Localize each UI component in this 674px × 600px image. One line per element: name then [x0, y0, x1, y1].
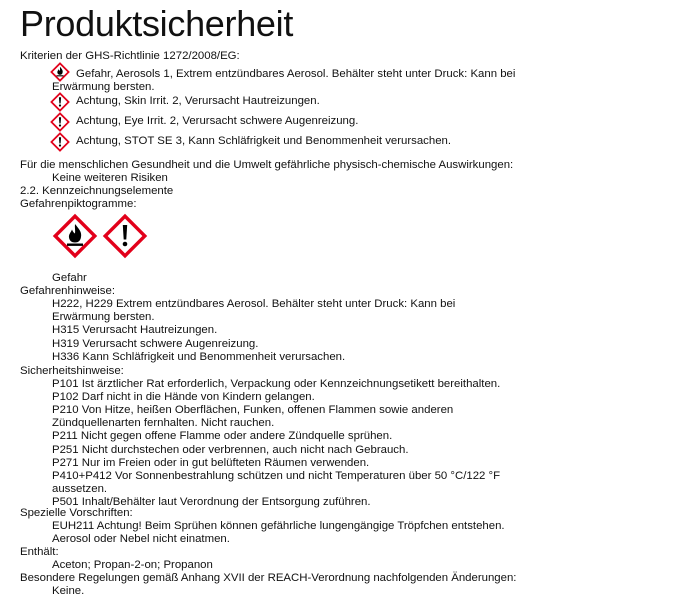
page-title: Produktsicherheit: [20, 3, 294, 44]
health-env-label: Für die menschlichen Gesundheit und die Umwelt gefährliche physisch-chemische Auswirkungen:: [20, 159, 514, 171]
special-provision-line: Aerosol oder Nebel nicht einatmen.: [52, 533, 230, 545]
contains-label: Enthält:: [20, 546, 59, 558]
special-label: Spezielle Vorschriften:: [20, 507, 133, 519]
special-provision-line: EUH211 Achtung! Beim Sprühen können gefährliche lungengängige Tröpfchen entstehen.: [52, 520, 505, 532]
precautionary-statement-line: P210 Von Hitze, heißen Oberflächen, Funken, offenen Flammen sowie anderen: [52, 404, 454, 417]
reach-label: Besondere Regelungen gemäß Anhang XVII der REACH-Verordnung nachfolgenden Änderungen:: [20, 572, 517, 584]
hazard-statement-line: H222, H229 Extrem entzündbares Aerosol. Behälter steht unter Druck: Kann bei: [52, 298, 456, 310]
exclamation-pictogram-icon: [50, 132, 70, 156]
precautionary-statement-line: P271 Nur im Freien oder in gut belüfteten Räumen verwenden.: [52, 456, 370, 469]
hazard-statement-line: H336 Kann Schläfrigkeit und Benommenheit verursachen.: [52, 350, 346, 363]
criteria-label: Kriterien der GHS-Richtlinie 1272/2008/EG:: [20, 50, 240, 62]
hazard-statement-line: Erwärmung bersten.: [52, 311, 155, 324]
signal-word: Gefahr: [52, 272, 87, 284]
hazard-label: Gefahrenhinweise:: [20, 285, 115, 297]
exclamation-pictogram-icon: [102, 213, 148, 264]
hazard-statement-line: H315 Verursacht Hautreizungen.: [52, 324, 218, 337]
pictograms-label: Gefahrenpiktogramme:: [20, 198, 137, 210]
ghs-criterion-text: Achtung, STOT SE 3, Kann Schläfrigkeit und Benommenheit verursachen.: [76, 135, 452, 147]
ghs-criterion-text: Gefahr, Aerosols 1, Extrem entzündbares Aerosol. Behälter steht unter Druck: Kann bei: [76, 68, 516, 80]
ghs-criterion-text: Achtung, Skin Irrit. 2, Verursacht Hautreizungen.: [76, 95, 320, 107]
precautionary-statement-line: aussetzen.: [52, 482, 108, 495]
section-heading: 2.2. Kennzeichnungselemente: [20, 185, 174, 197]
precautionary-statement-line: P101 Ist ärztlicher Rat erforderlich, Verpackung oder Kennzeichnungsetikett bereithalten.: [52, 378, 501, 390]
precautionary-statement-line: P211 Nicht gegen offene Flamme oder andere Zündquelle sprühen.: [52, 430, 393, 443]
reach-value: Keine.: [52, 585, 85, 597]
precautionary-statement-line: P102 Darf nicht in die Hände von Kindern gelangen.: [52, 391, 315, 404]
precautionary-statement-line: P410+P412 Vor Sonnenbestrahlung schützen und nicht Temperaturen über 50 °C/122 °F: [52, 469, 501, 482]
hazard-statement-line: H319 Verursacht schwere Augenreizung.: [52, 337, 259, 350]
ghs-criterion-text: Achtung, Eye Irrit. 2, Verursacht schwere Augenreizung.: [76, 115, 359, 127]
precautionary-statement-line: P501 Inhalt/Behälter laut Verordnung der Entsorgung zuführen.: [52, 495, 371, 508]
ghs-criterion-text-cont: Erwärmung bersten.: [52, 81, 155, 93]
precautionary-statement-line: Zündquellenarten fernhalten. Nicht rauchen.: [52, 417, 275, 430]
precautionary-statement-line: P251 Nicht durchstechen oder verbrennen, auch nicht nach Gebrauch.: [52, 443, 409, 456]
safety-label: Sicherheitshinweise:: [20, 365, 124, 377]
flame-pictogram-icon: [52, 213, 98, 264]
health-env-value: Keine weiteren Risiken: [52, 172, 168, 184]
contains-value: Aceton; Propan-2-on; Propanon: [52, 559, 213, 571]
